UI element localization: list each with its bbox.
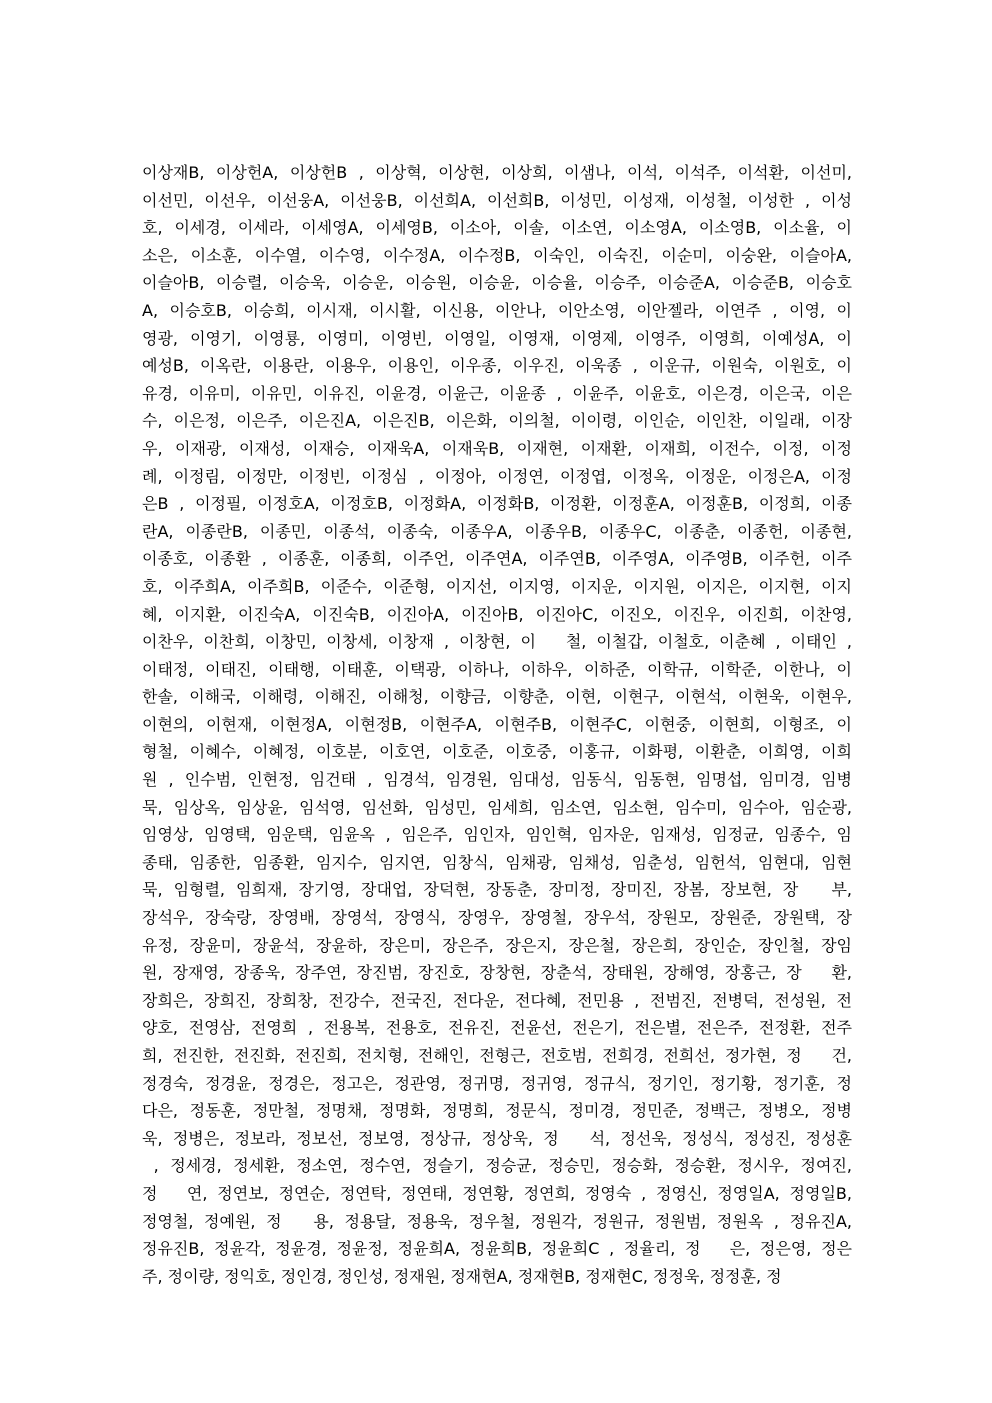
text-line: 묵, 임형렬, 임희재, 장기영, 장대업, 장덕현, 장동춘, 장미정, 장미진, 장봄, 장보현, 장 부, — [142, 880, 852, 900]
text-line: 이선민, 이선우, 이선웅A, 이선웅B, 이선희A, 이선희B, 이성민, 이성재, 이성철, 이성한 , 이성 — [142, 190, 852, 210]
text-line: 임영상, 임영택, 임운택, 임윤옥 , 임은주, 임인자, 임인혁, 임자운, 임재성, 임정균, 임종수, 임 — [142, 825, 852, 845]
text-line: 정유진B, 정윤각, 정윤경, 정윤정, 정윤희A, 정윤희B, 정윤희C , 정율리, 정 은, 정은영, 정은 — [142, 1239, 852, 1259]
text-line: 유정, 장윤미, 장윤석, 장윤하, 장은미, 장은주, 장은지, 장은철, 장은희, 장인순, 장인철, 장임 — [142, 935, 852, 955]
text-line: 희, 전진한, 전진화, 전진희, 전치형, 전해인, 전형근, 전호범, 전희경, 전희선, 정가현, 정 건, — [142, 1046, 852, 1065]
text-line: 묵, 임상옥, 임상윤, 임석영, 임선화, 임성민, 임세희, 임소연, 임소현, 임수미, 임수아, 임순광, — [142, 797, 852, 817]
text-line: 유경, 이유미, 이유민, 이유진, 이윤경, 이윤근, 이윤종 , 이윤주, 이윤호, 이은경, 이은국, 이은 — [142, 383, 852, 403]
text-line: 이종호, 이종환 , 이종훈, 이종희, 이주언, 이주연A, 이주연B, 이주영A, 이주영B, 이주헌, 이주 — [142, 549, 852, 569]
text-line: 원 , 인수범, 인현정, 임건태 , 임경석, 임경원, 임대성, 임동식, 임동현, 임명섭, 임미경, 임병 — [142, 770, 852, 790]
text-line: 은B , 이정필, 이정호A, 이정호B, 이정화A, 이정화B, 이정환, 이정훈A, 이정훈B, 이정희, 이종 — [142, 494, 852, 514]
text-line: 이찬우, 이찬희, 이창민, 이창세, 이창재 , 이창현, 이 철, 이철갑, 이철호, 이춘혜 , 이태인 , — [142, 632, 852, 652]
text-line: 수, 이은정, 이은주, 이은진A, 이은진B, 이은화, 이의철, 이이령, 이인순, 이인찬, 이일래, 이장 — [142, 411, 852, 431]
text-line: 다은, 정동훈, 정만철, 정명채, 정명화, 정명희, 정문식, 정미경, 정민준, 정백근, 정병오, 정병 — [142, 1101, 852, 1121]
text-line: 이슬아B, 이승렬, 이승욱, 이승운, 이승원, 이승윤, 이승율, 이승주, 이승준A, 이승준B, 이승호 — [142, 273, 852, 293]
text-line: 종태, 임종한, 임종환, 임지수, 임지연, 임창식, 임채광, 임채성, 임춘성, 임헌석, 임현대, 임현 — [142, 852, 852, 872]
text-line: 호, 이주희A, 이주희B, 이준수, 이준형, 이지선, 이지영, 이지운, 이지원, 이지은, 이지현, 이지 — [142, 576, 852, 596]
text-line: 혜, 이지환, 이진숙A, 이진숙B, 이진아A, 이진아B, 이진아C, 이진오, 이진우, 이진희, 이찬영, — [142, 604, 852, 624]
text-line: 장희은, 장희진, 장희창, 전강수, 전국진, 전다운, 전다혜, 전민용 , 전범진, 전병덕, 전성원, 전 — [142, 990, 852, 1010]
text-line: 영광, 이영기, 이영룡, 이영미, 이영빈, 이영일, 이영재, 이영제, 이영주, 이영희, 이예성A, 이 — [142, 328, 852, 348]
text-line: 정경숙, 정경윤, 정경은, 정고은, 정관영, 정귀명, 정귀영, 정규식, 정기인, 정기황, 정기훈, 정 — [142, 1073, 852, 1093]
text-line: 소은, 이소훈, 이수열, 이수영, 이수정A, 이수정B, 이숙인, 이숙진, 이순미, 이숭완, 이슬아A, — [142, 245, 852, 265]
text-line: 양호, 전영삼, 전영희 , 전용복, 전용호, 전유진, 전윤선, 전은기, 전은별, 전은주, 전정환, 전주 — [142, 1018, 852, 1038]
text-line: 란A, 이종란B, 이종민, 이종석, 이종숙, 이종우A, 이종우B, 이종우C, 이종춘, 이종헌, 이종현, — [142, 521, 852, 541]
text-line: 욱, 정병은, 정보라, 정보선, 정보영, 정상규, 정상욱, 정 석, 정선욱, 정성식, 정성진, 정성훈 — [142, 1128, 852, 1148]
text-line: 한솔, 이해국, 이해령, 이해진, 이해청, 이향금, 이향춘, 이현, 이현구, 이현석, 이현욱, 이현우, — [142, 687, 852, 707]
text-line: 정 연, 정연보, 정연순, 정연탁, 정연태, 정연황, 정연희, 정영숙 , 정영신, 정영일A, 정영일B, — [142, 1183, 852, 1203]
text-line: 형철, 이혜수, 이혜정, 이호분, 이호연, 이호준, 이호중, 이홍규, 이화평, 이환춘, 이희영, 이희 — [142, 742, 852, 762]
text-line: , 정세경, 정세환, 정소연, 정수연, 정슬기, 정승균, 정승민, 정승화, 정승환, 정시우, 정여진, — [142, 1156, 852, 1176]
text-line: 이태정, 이태진, 이태행, 이태훈, 이택광, 이하나, 이하우, 이하준, 이학규, 이학준, 이한나, 이 — [142, 659, 852, 679]
text-line: 예성B, 이옥란, 이용란, 이용우, 이용인, 이우종, 이우진, 이욱종 , 이운규, 이원숙, 이원호, 이 — [142, 356, 852, 376]
name-list-body — [142, 159, 852, 1290]
text-line: A, 이승호B, 이승희, 이시재, 이시활, 이신용, 이안나, 이안소영, 이안젤라, 이연주 , 이영, 이 — [142, 300, 852, 320]
text-line: 례, 이정림, 이정만, 이정빈, 이정심 , 이정아, 이정연, 이정엽, 이정옥, 이정운, 이정은A, 이정 — [142, 466, 852, 486]
text-line: 원, 장재영, 장종욱, 장주연, 장진범, 장진호, 장창현, 장춘석, 장태원, 장해영, 장홍근, 장 환, — [142, 963, 852, 983]
text-line: 이상재B, 이상헌A, 이상헌B , 이상혁, 이상현, 이상희, 이샘나, 이석, 이석주, 이석환, 이선미, — [142, 163, 852, 182]
text-line: 주, 정이량, 정익호, 정인경, 정인성, 정재원, 정재현A, 정재현B, 정재현C, 정정욱, 정정훈, 정 — [142, 1266, 782, 1286]
text-line: 호, 이세경, 이세라, 이세영A, 이세영B, 이소아, 이솔, 이소연, 이소영A, 이소영B, 이소율, 이 — [142, 218, 852, 238]
text-line: 우, 이재광, 이재성, 이재승, 이재욱A, 이재욱B, 이재현, 이재환, 이재희, 이전수, 이정, 이정 — [142, 438, 852, 458]
text-line: 장석우, 장숙랑, 장영배, 장영석, 장영식, 장영우, 장영철, 장우석, 장원모, 장원준, 장원택, 장 — [142, 908, 852, 928]
text-line: 정영철, 정예원, 정 용, 정용달, 정용욱, 정우철, 정원각, 정원규, 정원범, 정원옥 , 정유진A, — [142, 1211, 852, 1231]
text-line: 이현의, 이현재, 이현정A, 이현정B, 이현주A, 이현주B, 이현주C, 이현중, 이현희, 이형조, 이 — [142, 714, 852, 734]
